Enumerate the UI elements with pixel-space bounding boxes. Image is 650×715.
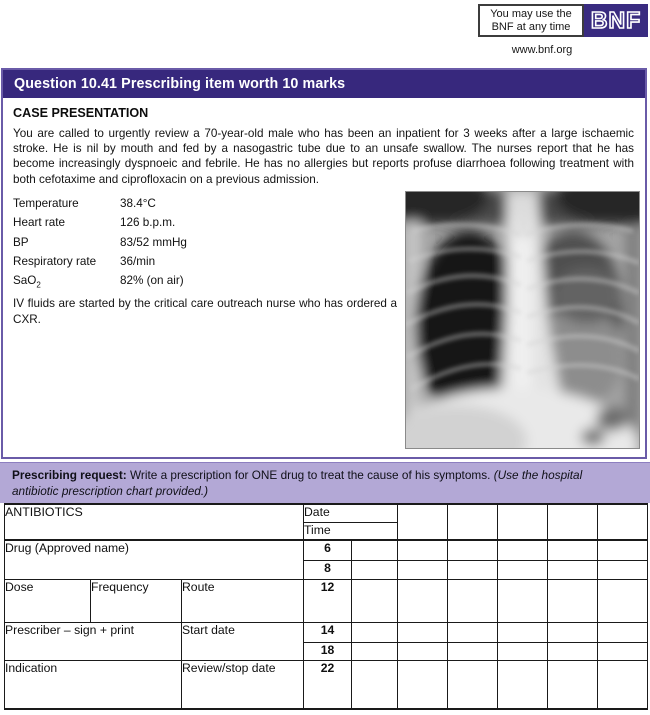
vital-value: 126 b.p.m. xyxy=(120,216,176,230)
admin-cell[interactable] xyxy=(352,642,398,660)
vital-row-respiratory-rate xyxy=(13,252,187,271)
admin-cell[interactable] xyxy=(398,622,448,642)
admin-cell[interactable] xyxy=(598,660,648,709)
admin-cell[interactable] xyxy=(352,540,398,560)
antibiotic-chart xyxy=(4,503,648,710)
admin-cell[interactable] xyxy=(448,622,498,642)
admin-cell[interactable] xyxy=(448,560,498,579)
admin-cell[interactable] xyxy=(498,540,548,560)
prescribing-request-label: Prescribing request: xyxy=(12,468,127,482)
followup-text: IV fluids are started by the critical care outreach nurse who has ordered a CXR. xyxy=(13,297,397,326)
admin-cell[interactable] xyxy=(398,560,448,579)
vital-value: 36/min xyxy=(120,254,156,268)
bnf-notice-line1: You may use the xyxy=(490,7,572,20)
time-8-cell: 8 xyxy=(304,560,352,579)
admin-cell[interactable] xyxy=(598,622,648,642)
question-title: Question 10.41 Prescribing item worth 10 marks xyxy=(3,70,645,98)
date-entry-cell[interactable] xyxy=(498,504,548,540)
vital-row-bp xyxy=(13,233,187,252)
admin-cell[interactable] xyxy=(548,660,598,709)
admin-cell[interactable] xyxy=(498,579,548,622)
time-18-cell: 18 xyxy=(304,642,352,660)
frequency-cell[interactable]: Frequency xyxy=(91,579,182,622)
admin-cell[interactable] xyxy=(598,642,648,660)
time-header-cell: Time xyxy=(304,522,398,540)
admin-cell[interactable] xyxy=(498,642,548,660)
admin-cell[interactable] xyxy=(598,540,648,560)
time-6-cell: 6 xyxy=(304,540,352,560)
case-text: You are called to urgently review a 70-year-old male who has been an inpatient for 3 weeks after a large ischaemic stroke. He is nil by mouth and fed by a nasogastric tube due to an unsafe swallow. The nurses report that he has become increasingly dyspnoeic and febrile. He has no allergies but reports profuse diarrhoea following treatment with both cefotaxime and ciprofloxacin on a previous admission. xyxy=(13,127,634,186)
date-entry-cell[interactable] xyxy=(448,504,498,540)
bnf-logo xyxy=(584,4,648,37)
admin-cell[interactable] xyxy=(548,560,598,579)
time-22-cell: 22 xyxy=(304,660,352,709)
dose-cell[interactable]: Dose xyxy=(5,579,91,622)
chart-section-label: ANTIBIOTICS xyxy=(5,504,304,540)
vital-row-temperature xyxy=(13,194,187,213)
chest-xray-image xyxy=(405,191,640,449)
admin-cell[interactable] xyxy=(498,560,548,579)
bnf-url: www.bnf.org xyxy=(511,44,573,56)
vital-label: BP xyxy=(13,235,29,249)
admin-cell[interactable] xyxy=(448,540,498,560)
vital-label: Heart rate xyxy=(13,216,65,230)
vital-row-sao2 xyxy=(13,271,187,290)
vital-label: Respiratory rate xyxy=(13,254,97,268)
date-entry-cell[interactable] xyxy=(598,504,648,540)
vital-value: 82% (on air) xyxy=(120,274,184,288)
admin-cell[interactable] xyxy=(448,642,498,660)
admin-cell[interactable] xyxy=(352,622,398,642)
admin-cell[interactable] xyxy=(548,622,598,642)
admin-cell[interactable] xyxy=(548,579,598,622)
admin-cell[interactable] xyxy=(548,540,598,560)
admin-cell[interactable] xyxy=(398,660,448,709)
vital-label: Temperature xyxy=(13,197,79,210)
bnf-logo-text: BNF xyxy=(590,7,642,33)
admin-cell[interactable] xyxy=(498,660,548,709)
start-date-cell[interactable]: Start date xyxy=(182,622,304,660)
admin-cell[interactable] xyxy=(398,642,448,660)
date-header-cell: Date xyxy=(304,504,398,522)
admin-cell[interactable] xyxy=(352,579,398,622)
prescribing-request-text: Prescribing request: Write a prescription for ONE drug to treat the cause of his symptoms. (Use the hospital antibiotic prescription chart provided.) xyxy=(12,468,583,498)
vitals-list xyxy=(13,194,187,290)
admin-cell[interactable] xyxy=(598,579,648,622)
vital-value: 83/52 mmHg xyxy=(120,235,187,249)
route-cell[interactable]: Route xyxy=(182,579,304,622)
date-entry-cell[interactable] xyxy=(398,504,448,540)
admin-cell[interactable] xyxy=(498,622,548,642)
prescribing-request-note: (Use the hospital antibiotic prescription chart provided.) xyxy=(12,468,583,498)
admin-cell[interactable] xyxy=(352,560,398,579)
indication-cell[interactable]: Indication xyxy=(5,660,182,709)
vital-label: SaO$_2$ xyxy=(13,274,41,290)
admin-cell[interactable] xyxy=(448,579,498,622)
prescriber-cell[interactable]: Prescriber – sign + print xyxy=(5,622,182,660)
date-entry-cell[interactable] xyxy=(548,504,598,540)
case-presentation-box xyxy=(1,68,647,459)
time-12-cell: 12 xyxy=(304,579,352,622)
vital-value: 38.4°C xyxy=(120,197,156,210)
admin-cell[interactable] xyxy=(598,560,648,579)
time-14-cell: 14 xyxy=(304,622,352,642)
admin-cell[interactable] xyxy=(448,660,498,709)
bnf-notice-line2: BNF at any time xyxy=(491,20,571,33)
bnf-notice-box xyxy=(478,4,584,37)
review-stop-date-cell[interactable]: Review/stop date xyxy=(182,660,304,709)
admin-cell[interactable] xyxy=(548,642,598,660)
admin-cell[interactable] xyxy=(398,540,448,560)
vital-row-heart-rate xyxy=(13,213,187,232)
admin-cell[interactable] xyxy=(352,660,398,709)
drug-name-cell[interactable]: Drug (Approved name) xyxy=(5,540,304,579)
admin-cell[interactable] xyxy=(398,579,448,622)
prescription-chart-table xyxy=(4,503,648,710)
chest-xray-graphic xyxy=(405,191,640,449)
prescribing-request-band xyxy=(0,462,650,503)
case-presentation-heading: CASE PRESENTATION xyxy=(13,106,149,120)
